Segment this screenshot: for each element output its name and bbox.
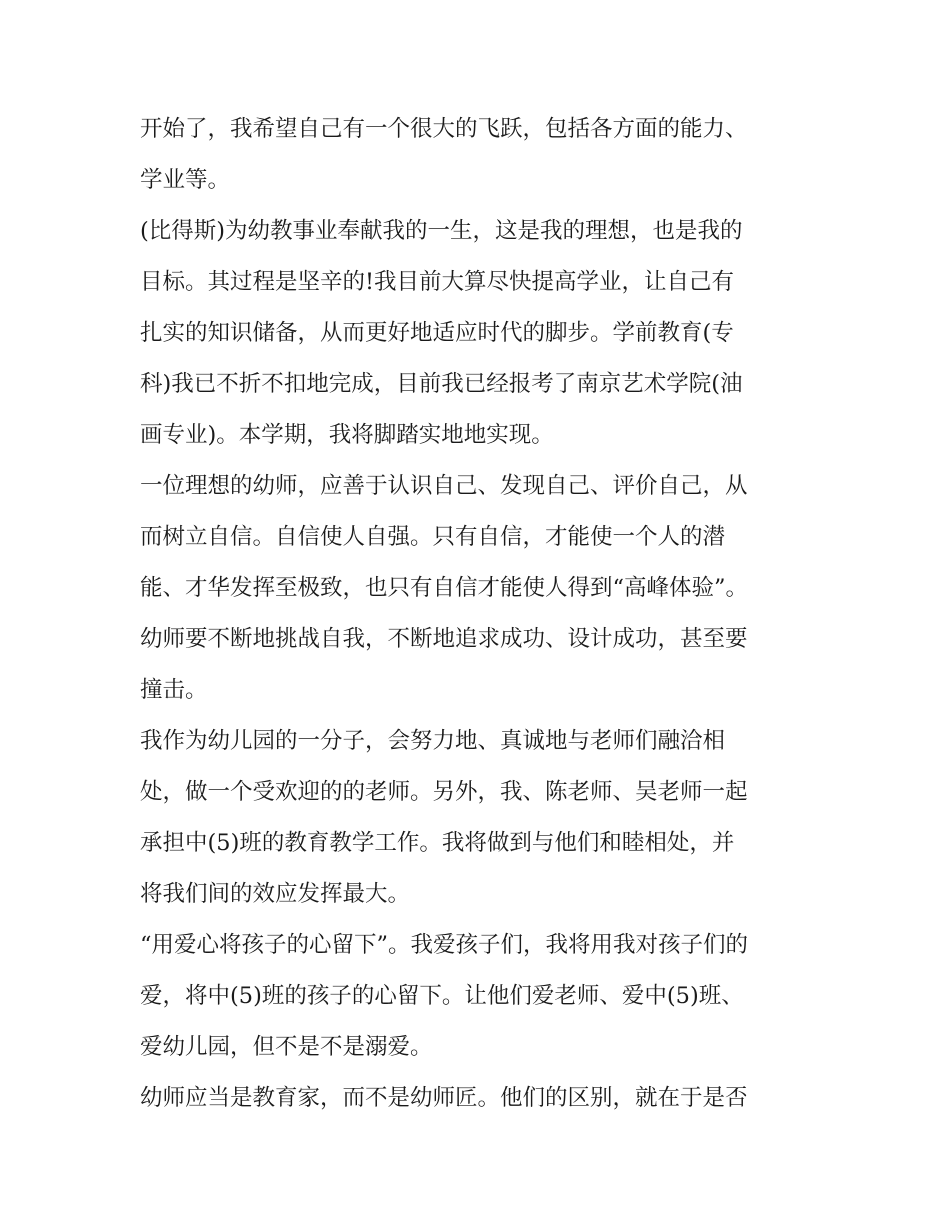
text-line: 爱幼儿园，但不是不是溺爱。 <box>140 1034 433 1060</box>
text-line: 爱，将中(5)班的孩子的心留下。让他们爱老师、爱中(5)班、 <box>140 983 744 1009</box>
text-line: 目标。其过程是坚辛的!我目前大算尽快提高学业，让自己有 <box>140 269 735 295</box>
text-line: 开始了，我希望自己有一个很大的飞跃，包括各方面的能力、 <box>140 116 748 142</box>
text-line: 将我们间的效应发挥最大。 <box>140 881 411 907</box>
text-line: 而树立自信。自信使人自强。只有自信，才能使一个人的潜 <box>140 524 726 550</box>
text-line: “用爱心将孩子的心留下”。我爱孩子们，我将用我对孩子们的 <box>140 932 749 958</box>
text-line: 一位理想的幼师，应善于认识自己、发现自己、评价自己，从 <box>140 473 748 499</box>
text-line: 承担中(5)班的教育教学工作。我将做到与他们和睦相处，并 <box>140 830 735 856</box>
text-line: (比得斯)为幼教事业奉献我的一生，这是我的理想，也是我的 <box>140 218 743 244</box>
text-line: 科)我已不折不扣地完成，目前我已经报考了南京艺术学院(油 <box>140 371 743 397</box>
text-line: 撞击。 <box>140 677 208 703</box>
text-line: 幼师应当是教育家，而不是幼师匠。他们的区别，就在于是否 <box>140 1085 748 1111</box>
text-line: 扎实的知识储备，从而更好地适应时代的脚步。学前教育(专 <box>140 320 734 346</box>
text-line: 画专业)。本学期，我将脚踏实地地实现。 <box>140 422 554 448</box>
text-line: 幼师要不断地挑战自我，不断地追求成功、设计成功，甚至要 <box>140 626 748 652</box>
document-body <box>140 104 820 1124</box>
text-line: 学业等。 <box>140 167 231 193</box>
text-line: 处，做一个受欢迎的的老师。另外，我、陈老师、吴老师一起 <box>140 779 748 805</box>
text-line: 能、才华发挥至极致，也只有自信才能使人得到“高峰体验”。 <box>140 575 749 601</box>
text-line: 我作为幼儿园的一分子，会努力地、真诚地与老师们融洽相 <box>140 728 726 754</box>
